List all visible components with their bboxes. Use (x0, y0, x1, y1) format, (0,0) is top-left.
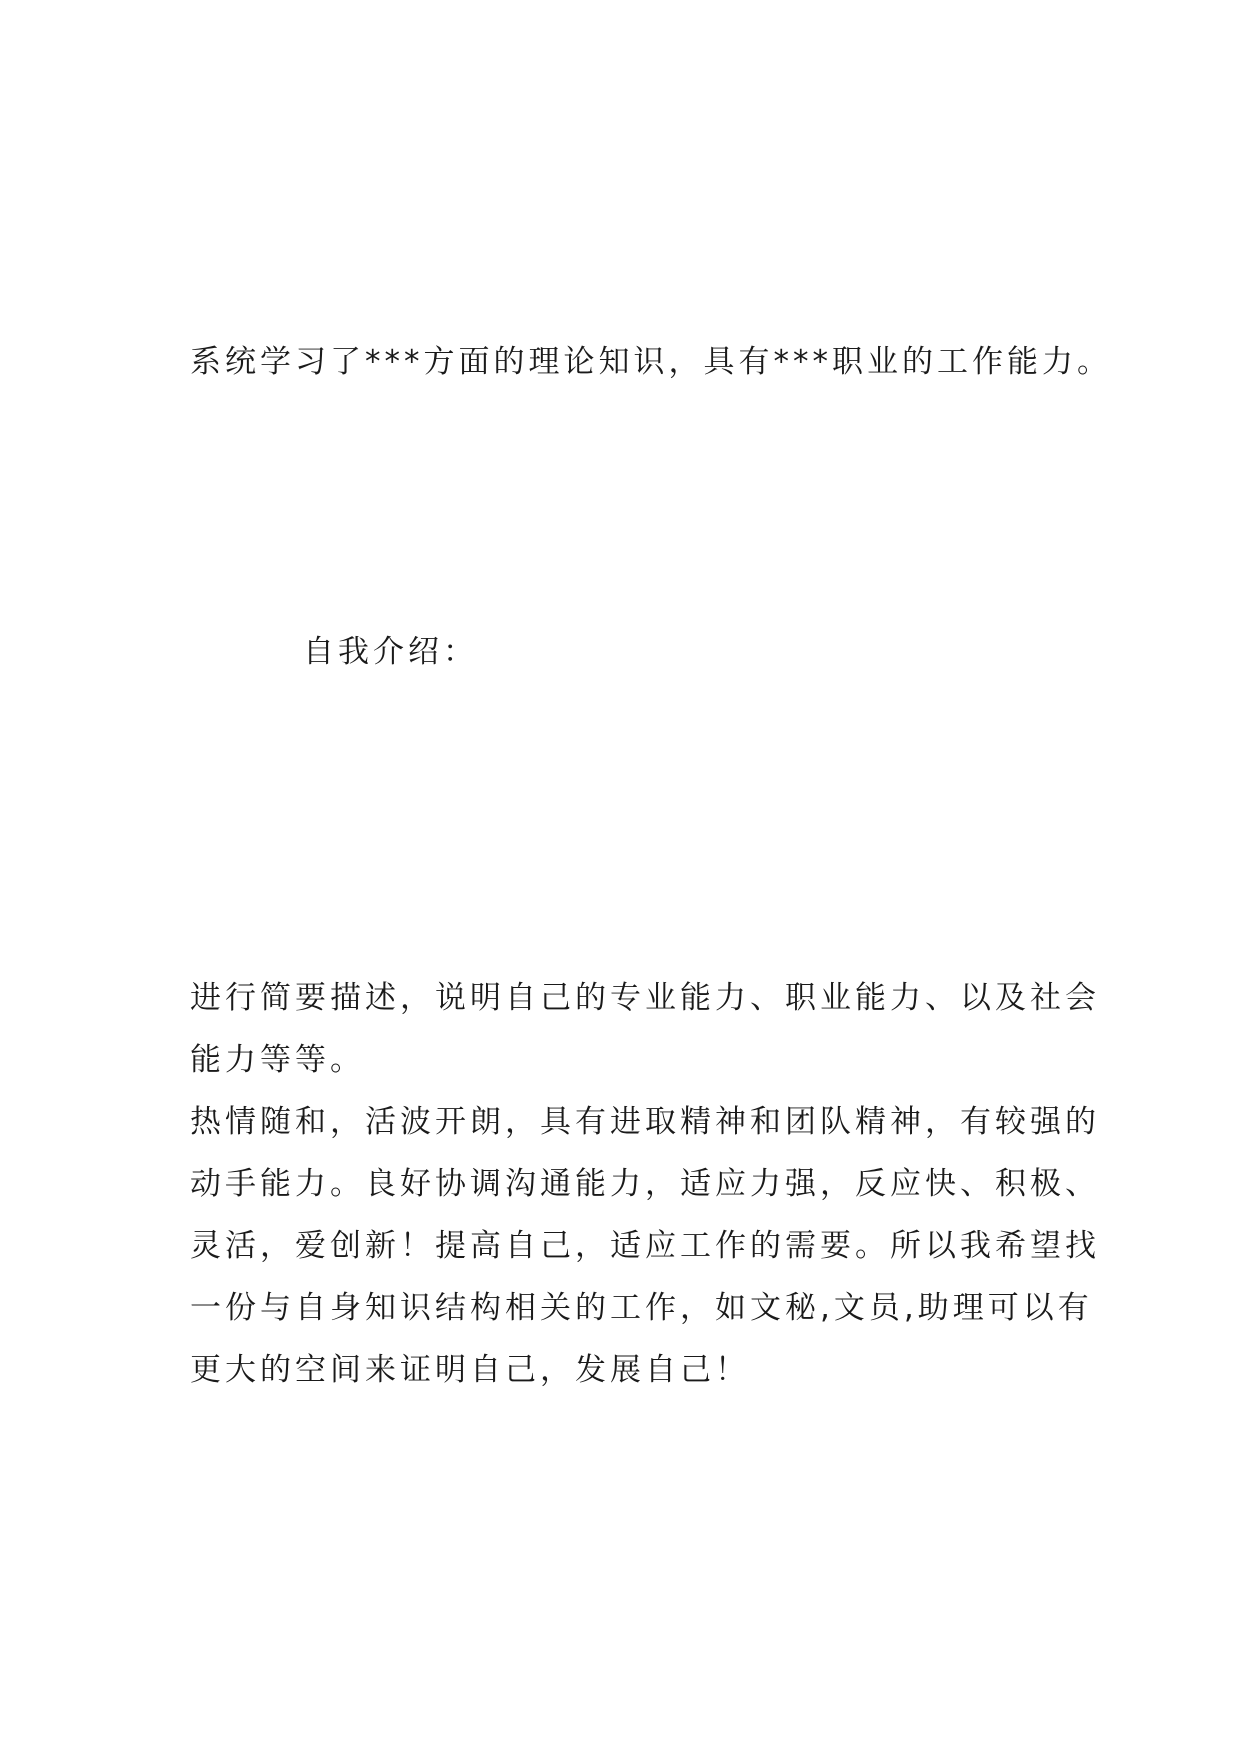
body-line: 能力等等。 (190, 1042, 365, 1078)
self-introduction-heading: 自我介绍： (303, 634, 478, 670)
body-line: 热情随和，活波开朗，具有进取精神和团队精神，有较强的 (190, 1104, 1100, 1140)
education-summary-text: 系统学习了***方面的理论知识，具有***职业的工作能力。 (190, 344, 1112, 380)
body-line: 一份与自身知识结构相关的工作，如文秘,文员,助理可以有 (190, 1290, 1093, 1326)
body-line: 更大的空间来证明自己，发展自己！ (190, 1352, 750, 1388)
body-line: 灵活，爱创新！提高自己，适应工作的需要。所以我希望找 (190, 1228, 1100, 1264)
body-line: 进行简要描述，说明自己的专业能力、职业能力、以及社会 (190, 980, 1100, 1016)
body-line: 动手能力。良好协调沟通能力，适应力强，反应快、积极、 (190, 1166, 1100, 1202)
